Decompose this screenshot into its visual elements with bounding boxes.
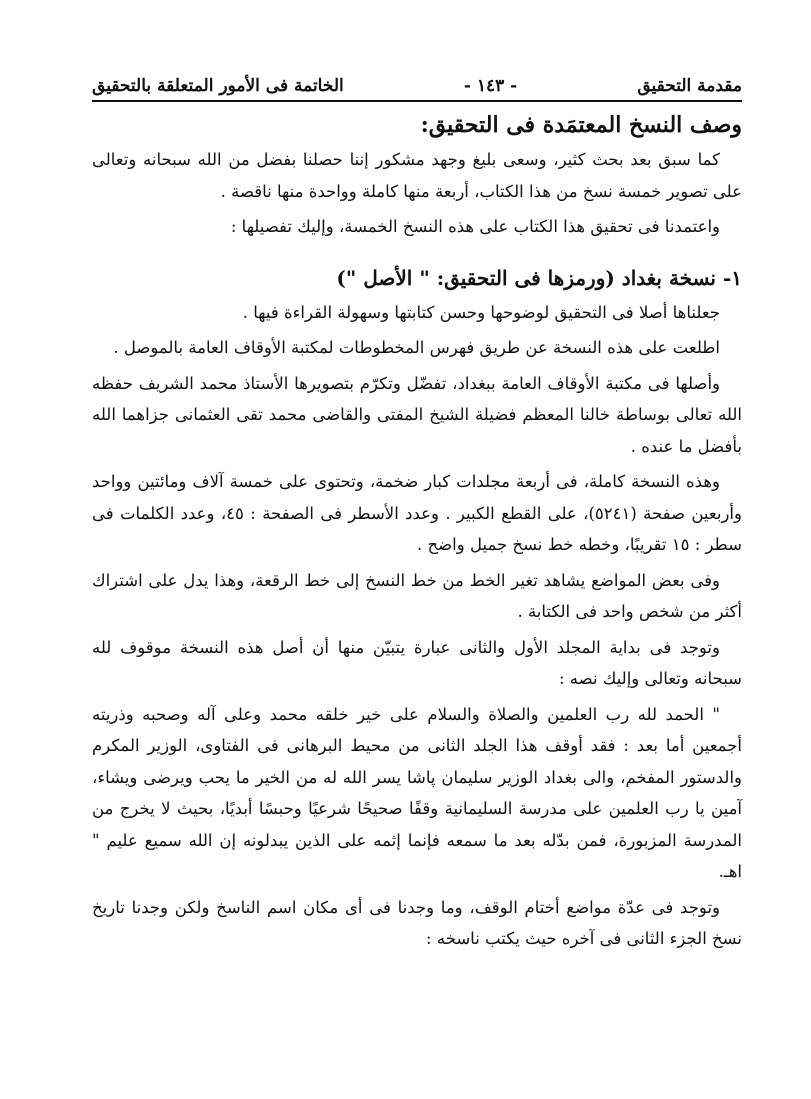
page-number: - ١٤٣ -	[463, 76, 518, 96]
paragraph: جعلناها أصلا فى التحقيق لوضوحها وحسن كتابتها وسهولة القراءة فيها .	[242, 302, 720, 322]
paragraph: وتوجد فى بداية المجلد الأول والثانى عبارة يتبيّن منها أن أصل هذه النسخة موقوف لله سبحانه وتعالى وإليك نصه :	[92, 637, 742, 688]
paragraph: وهذه النسخة كاملة، فى أربعة مجلدات كبار ضخمة، وتحتوى على خمسة آلاف ومائتين وواحد وأربعين صفحة (٥٢٤١)، على القطع الكبير . وعدد الأسطر فى الصفحة : ٤٥، وعدد الكلمات فى سطر : ١٥ تقريبًا، وخطه خط نسخ جميل واضح .	[92, 472, 742, 554]
paragraph: كما سبق بعد بحث كثير، وسعى بليغ وجهد مشكور إننا حصلنا بفضل من الله سبحانه وتعالى على تصوير خمسة نسخ من هذا الكتاب، أربعة منها كاملة وواحدة منها ناقصة .	[92, 150, 742, 201]
paragraph: وأصلها فى مكتبة الأوقاف العامة ببغداد، تفضّل وتكرّم بتصويرها الأستاذ محمد الشريف حفظه الله تعالى بوساطة خالنا المعظم فضيلة الشيخ المفتى والقاضى محمد تقى العثمانى جزاهما الله بأفضل ما عنده .	[92, 373, 742, 456]
header-book-title: مقدمة التحقيق	[637, 76, 742, 96]
quoted-endowment-text: " الحمد لله رب العلمين والصلاة والسلام على خير خلقه محمد وعلى آله وصحبه وذريته أجمعين أما بعد : فقد أوقف هذا الجلد الثانى من محيط البرهانى فى الفتاوى، الوزير المكرم والدستور المفخم، والى بغداد الوزير سليمان پاشا يسر الله له من الخير ما يحب ويرضى ويشاء، آمين يا رب العلمين على مدرسة السليمانية وقفًا صحيحًا شرعيًا وحبسًا أبديًا، بحيث لا يخرج من المدرسة المزبورة، فمن بدّله بعد ما سمعه فإنما إثمه على الذين يبدلونه إن الله سميع عليم " اهـ.	[92, 704, 742, 881]
paragraph: واعتمدنا فى تحقيق هذا الكتاب على هذه النسخ الخمسة، وإليك تفصيلها :	[230, 217, 720, 236]
paragraph: وفى بعض المواضع يشاهد تغير الخط من خط النسخ إلى خط الرقعة، وهذا يدل على اشتراك أكثر من شخص واحد فى الكتابة .	[92, 570, 742, 621]
subsection-heading: ١- نسخة بغداد (ورمزها فى التحقيق: " الأصل ")	[336, 265, 742, 290]
paragraph: وتوجد فى عدّة مواضع أختام الوقف، وما وجدنا فى أى مكان اسم الناسخ ولكن وجدنا تاريخ نسخ الجزء الثانى فى آخره حيث يكتب ناسخه :	[92, 897, 742, 948]
running-header	[92, 68, 742, 96]
header-chapter-title: الخاتمة فى الأمور المتعلقة بالتحقيق	[92, 76, 344, 96]
header-rule	[92, 100, 742, 102]
page-body	[92, 108, 742, 959]
paragraph: اطلعت على هذه النسخة عن طريق فهرس المخطوطات لمكتبة الأوقاف العامة بالموصل .	[113, 338, 720, 357]
section-heading: وصف النسخ المعتمَدة فى التحقيق:	[420, 112, 742, 138]
